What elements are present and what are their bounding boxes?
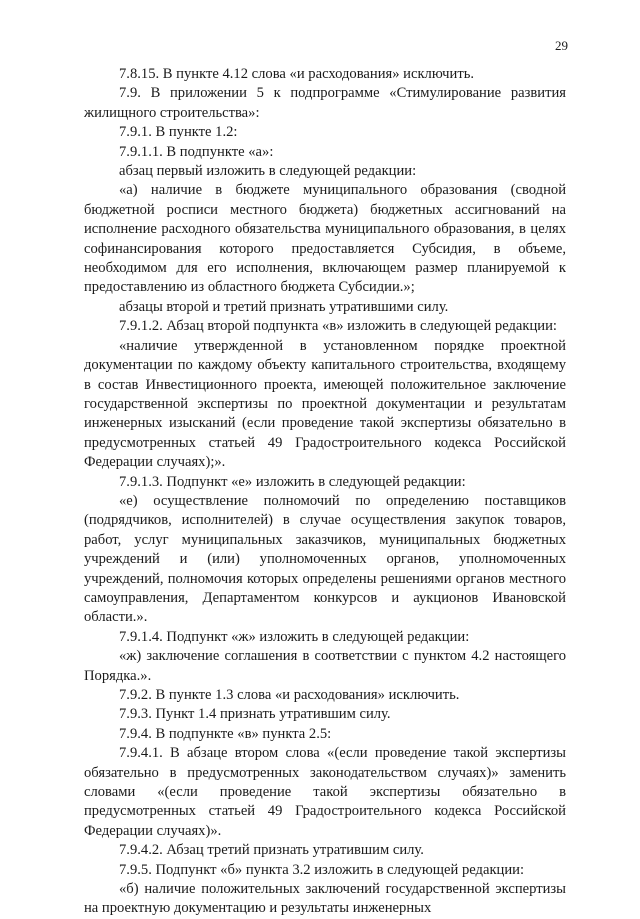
paragraph: «а) наличие в бюджете муниципального образования (сводной бюджетной росписи местного бюджета) бюджетных ассигнований на исполнение расходного обязательства муниципального образования, в целях софинансирования которого предоставляется Субсидия, в объеме, необходимом для его исполнения, включающем размер планируемой к предоставлению из областного бюджета Субсидии.»; xyxy=(84,182,566,296)
paragraph: 7.9.5. Подпункт «б» пункта 3.2 изложить в следующей редакции: xyxy=(119,861,525,878)
paragraph: 7.9.1.2. Абзац второй подпункта «в» изложить в следующей редакции: xyxy=(119,318,557,335)
paragraph: «ж) заключение соглашения в соответствии с пунктом 4.2 настоящего Порядка.». xyxy=(84,648,566,684)
document-body xyxy=(84,65,566,919)
paragraph: «наличие утвержденной в установленном порядке проектной документации по каждому объекту капитального строительства, входящему в состав Инвестиционного проекта, имеющей положительное заключение государственной экспертизы по проектной документации и результатам инженерных изысканий (если проведение такой экспертизы обязательно в предусмотренных статьей 49 Градостроительного кодекса Российской Федерации случаях);». xyxy=(84,337,566,471)
paragraph: 7.9.2. В пункте 1.3 слова «и расходования» исключить. xyxy=(119,687,460,703)
paragraph: 7.9.4. В подпункте «в» пункта 2.5: xyxy=(119,725,332,742)
paragraph: «е) осуществление полномочий по определению поставщиков (подрядчиков, исполнителей) в случае осуществления закупок товаров, работ, услуг муниципальных заказчиков, муниципальных бюджетных учреждений и (или) уполномоченных органов, уполномоченных учреждений, полномочия которых определены решениями органов местного самоуправления, Департаментом конкурсов и аукционов Ивановской области.». xyxy=(84,492,566,626)
paragraph: 7.9.4.1. В абзаце втором слова «(если проведение такой экспертизы обязательно в предусмотренных законодательством случаях)» заменить словами «(если проведение такой экспертизы обязательно в предусмотренных статьей 49 Градостроительного кодекса Российской Федерации случаях)». xyxy=(84,745,566,839)
paragraph: «б) наличие положительных заключений государственной экспертизы на проектную документацию и результаты инженерных xyxy=(84,881,566,917)
paragraph: абзац первый изложить в следующей редакции: xyxy=(119,163,417,180)
paragraph: абзацы второй и третий признать утратившими силу. xyxy=(119,298,449,315)
paragraph: 7.9.1.4. Подпункт «ж» изложить в следующей редакции: xyxy=(119,628,470,645)
paragraph: 7.9.1.3. Подпункт «е» изложить в следующей редакции: xyxy=(119,473,466,490)
paragraph: 7.9. В приложении 5 к подпрограмме «Стимулирование развития жилищного строительства»: xyxy=(84,85,566,121)
paragraph: 7.9.4.2. Абзац третий признать утратившим силу. xyxy=(119,842,424,859)
paragraph: 7.9.1. В пункте 1.2: xyxy=(119,124,238,141)
paragraph: 7.8.15. В пункте 4.12 слова «и расходования» исключить. xyxy=(119,66,474,82)
page-number: 29 xyxy=(555,38,568,53)
paragraph: 7.9.1.1. В подпункте «а»: xyxy=(119,143,274,160)
paragraph: 7.9.3. Пункт 1.4 признать утратившим силу. xyxy=(119,706,391,723)
